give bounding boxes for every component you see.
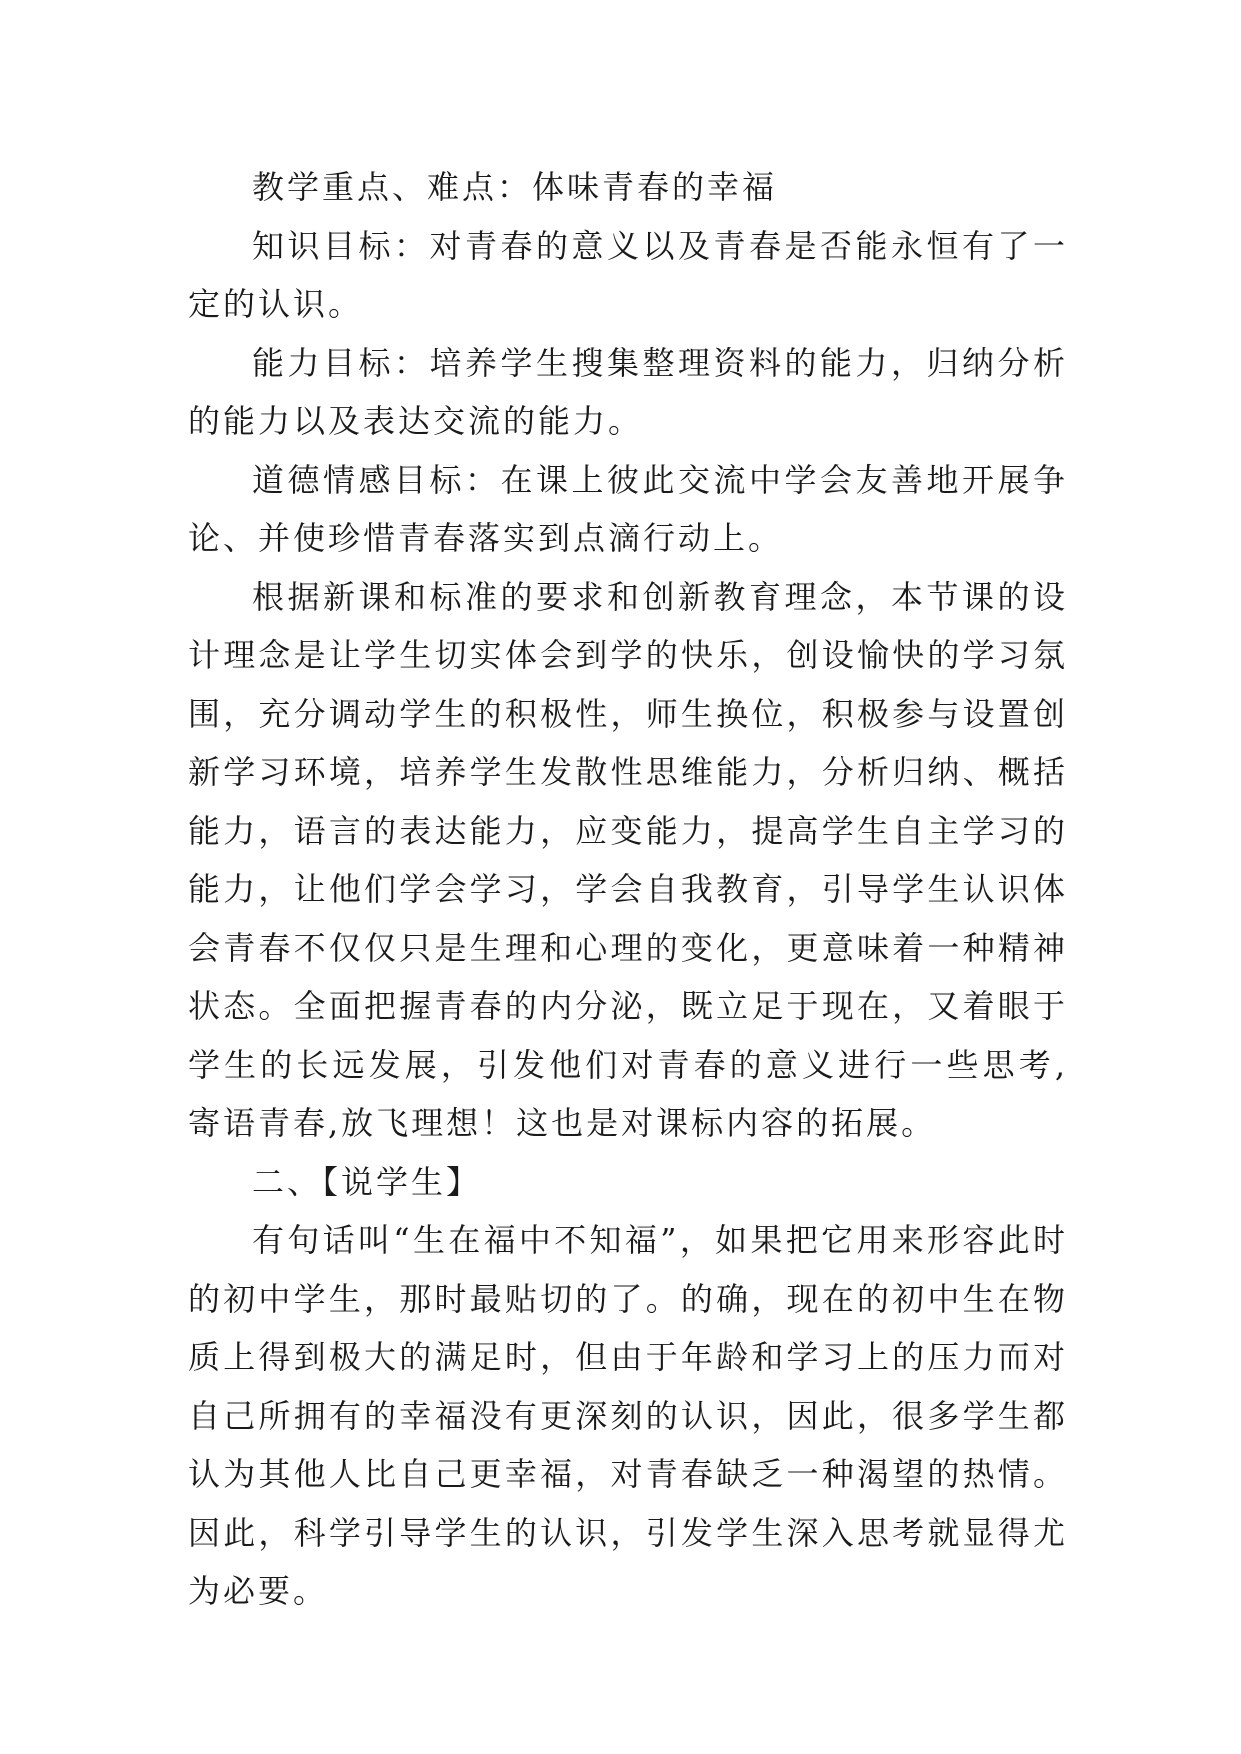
ability-goal-paragraph: 能力目标：培养学生搜集整理资料的能力，归纳分析的能力以及表达交流的能力。 [188, 343, 1068, 440]
knowledge-goal-paragraph: 知识目标：对青春的意义以及青春是否能永恒有了一定的认识。 [188, 226, 1068, 323]
student-analysis-paragraph: 有句话叫“生在福中不知福”，如果把它用来形容此时的初中学生，那时最贴切的了。的确，现在的初中生在物质上得到极大的满足时，但由于年龄和学习上的压力而对自己所拥有的幸福没有更深刻的认识，因此，很多学生都认为其他人比自己更幸福，对青春缺乏一种渴望的热情。因此，科学引导学生的认识，引发学生深入思考就显得尤为必要。 [188, 1221, 1068, 1610]
section-heading: 二、【说学生】 [252, 1162, 482, 1201]
document-body [188, 158, 1068, 1621]
design-concept-paragraph: 根据新课和标准的要求和创新教育理念，本节课的设计理念是让学生切实体会到学的快乐，创设愉快的学习氛围，充分调动学生的积极性，师生换位，积极参与设置创新学习环境，培养学生发散性思维能力，分析归纳、概括能力，语言的表达能力，应变能力，提高学生自主学习的能力，让他们学会学习，学会自我教育，引导学生认识体会青春不仅仅只是生理和心理的变化，更意味着一种精神状态。全面把握青春的内分泌，既立足于现在，又着眼于学生的长远发展，引发他们对青春的意义进行一些思考,寄语青春,放飞理想！这也是对课标内容的拓展。 [188, 577, 1068, 1142]
moral-goal-paragraph: 道德情感目标：在课上彼此交流中学会友善地开展争论、并使珍惜青春落实到点滴行动上。 [188, 460, 1068, 557]
key-points-paragraph: 教学重点、难点：体味青春的幸福 [252, 168, 778, 206]
